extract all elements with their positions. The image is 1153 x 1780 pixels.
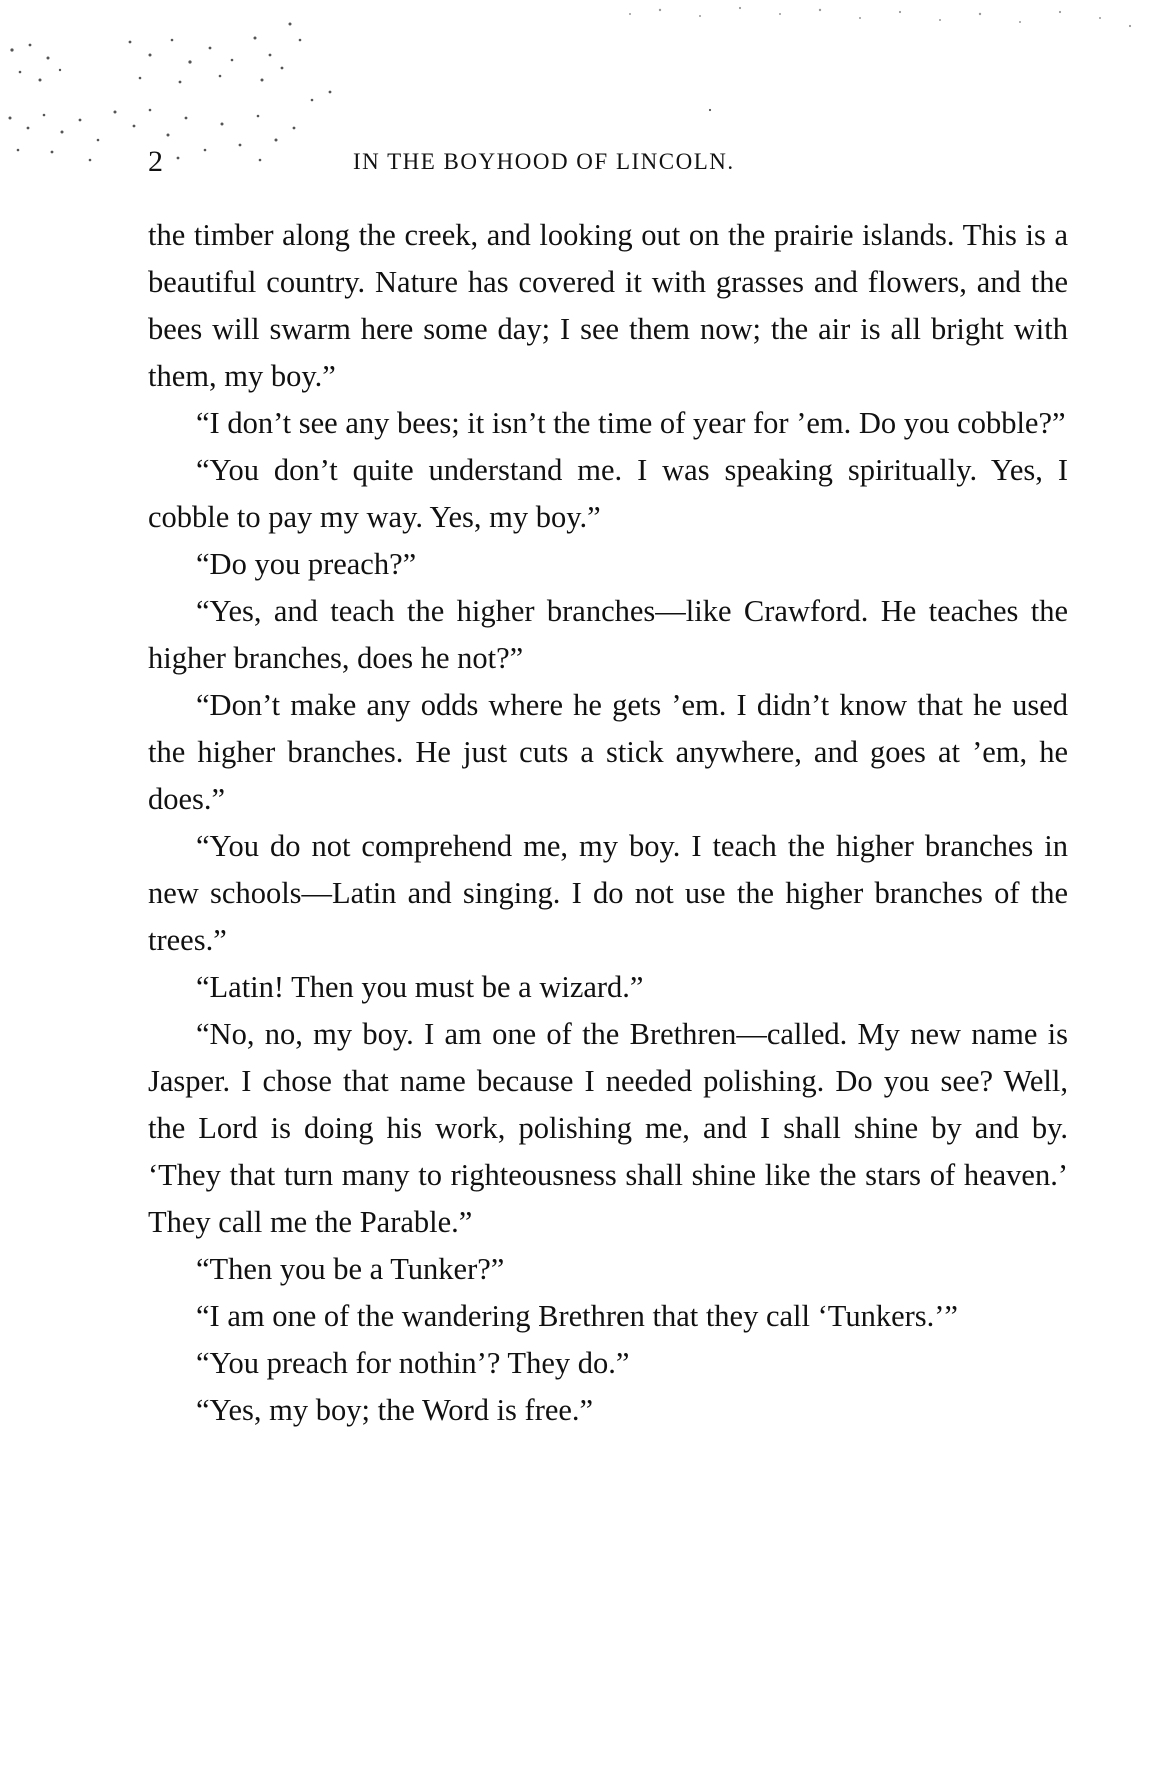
- body-text: [148, 212, 1068, 1434]
- paragraph: “Don’t make any odds where he gets ’em. I didn’t know that he used the higher branches. He just cuts a stick anywhere, and goes at ’em, he does.”: [148, 688, 1068, 816]
- paragraph: “You preach for nothin’? They do.”: [196, 1346, 630, 1380]
- page-header: [148, 145, 1068, 185]
- paragraph: “I am one of the wandering Brethren that they call ‘Tunkers.’”: [196, 1299, 958, 1333]
- paragraph: the timber along the creek, and looking out on the prairie islands. This is a beautiful country. Nature has covered it with grasses and flowers, and the bees will swarm here some day; I see them now; the air is all bright with them, my boy.”: [148, 218, 1068, 393]
- paragraph: “Yes, and teach the higher branches—like Crawford. He teaches the higher branches, does he not?”: [148, 594, 1068, 675]
- paragraph: “You do not comprehend me, my boy. I teach the higher branches in new schools—Latin and singing. I do not use the higher branches of the trees.”: [148, 829, 1068, 957]
- paragraph: “You don’t quite understand me. I was speaking spiritually. Yes, I cobble to pay my way. Yes, my boy.”: [148, 453, 1068, 534]
- paragraph: “No, no, my boy. I am one of the Brethren—called. My new name is Jasper. I chose that name because I needed polishing. Do you see? Well, the Lord is doing his work, polishing me, and I shall shine by and by. ‘They that turn many to righteousness shall shine like the stars of heaven.’ They call me the Parable.”: [148, 1017, 1068, 1239]
- paragraph: “I don’t see any bees; it isn’t the time of year for ’em. Do you cobble?”: [196, 406, 1066, 440]
- page-number: 2: [148, 145, 163, 178]
- running-head: IN THE BOYHOOD OF LINCOLN.: [353, 149, 735, 174]
- paragraph: “Latin! Then you must be a wizard.”: [196, 970, 644, 1004]
- paragraph: “Yes, my boy; the Word is free.”: [196, 1393, 594, 1427]
- paragraph: “Do you preach?”: [196, 547, 417, 581]
- paragraph: “Then you be a Tunker?”: [196, 1252, 505, 1286]
